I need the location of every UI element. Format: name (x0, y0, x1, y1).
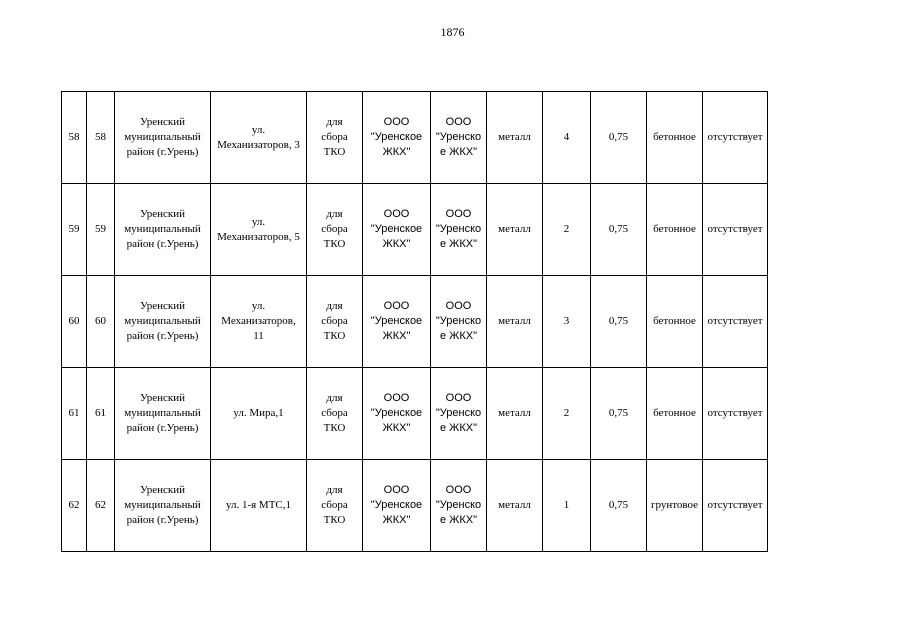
site-number-cell: 58 (87, 92, 115, 184)
owner-line: ООО (383, 208, 410, 220)
container-count-cell: 1 (543, 460, 591, 552)
owner-cell (363, 460, 431, 552)
purpose-line: для (326, 208, 343, 220)
operator-line: е ЖКХ" (440, 514, 477, 526)
district-line: район (г.Урень) (126, 422, 199, 434)
district-cell (115, 92, 211, 184)
operator-line: ООО (445, 116, 472, 128)
purpose-line: ТКО (323, 238, 346, 250)
district-line: Уренский (139, 300, 186, 312)
container-volume-cell: 0,75 (591, 368, 647, 460)
owner-line: ООО (383, 484, 410, 496)
district-cell (115, 368, 211, 460)
operator-cell (431, 184, 487, 276)
operator-line: ООО (445, 208, 472, 220)
fence-cell: отсутствует (703, 184, 768, 276)
purpose-cell (307, 460, 363, 552)
material-cell: металл (487, 460, 543, 552)
district-cell (115, 276, 211, 368)
purpose-cell (307, 184, 363, 276)
fence-cell: отсутствует (703, 368, 768, 460)
site-number-cell: 59 (87, 184, 115, 276)
district-line: Уренский (139, 116, 186, 128)
address-cell (211, 368, 307, 460)
address-cell (211, 276, 307, 368)
district-line: район (г.Урень) (126, 514, 199, 526)
address-cell (211, 460, 307, 552)
row-number-cell: 62 (62, 460, 87, 552)
owner-line: ООО (383, 116, 410, 128)
owner-line: ЖКХ" (382, 238, 411, 250)
purpose-line: сбора (321, 407, 348, 419)
purpose-line: для (326, 116, 343, 128)
surface-type-cell: бетонное (647, 184, 703, 276)
purpose-line: для (326, 484, 343, 496)
operator-cell (431, 276, 487, 368)
owner-line: "Уренское (370, 131, 423, 143)
district-line: муниципальный (124, 499, 201, 511)
operator-line: "Уренско (435, 131, 482, 143)
purpose-line: сбора (321, 131, 348, 143)
district-line: муниципальный (124, 131, 201, 143)
purpose-line: сбора (321, 499, 348, 511)
district-line: Уренский (139, 208, 186, 220)
purpose-line: ТКО (323, 330, 346, 342)
waste-sites-table (61, 91, 768, 552)
container-count-cell: 2 (543, 368, 591, 460)
material-cell: металл (487, 92, 543, 184)
surface-type-cell: бетонное (647, 92, 703, 184)
site-number-cell: 62 (87, 460, 115, 552)
row-number-cell: 61 (62, 368, 87, 460)
owner-line: ООО (383, 300, 410, 312)
operator-line: "Уренско (435, 315, 482, 327)
district-line: Уренский (139, 484, 186, 496)
district-line: район (г.Урень) (126, 330, 199, 342)
address-line: Механизаторов, 3 (217, 138, 300, 151)
operator-line: ООО (445, 392, 472, 404)
table-row (62, 276, 768, 368)
surface-type-cell: бетонное (647, 368, 703, 460)
district-cell (115, 184, 211, 276)
owner-line: "Уренское (370, 499, 423, 511)
table-row (62, 460, 768, 552)
owner-cell (363, 92, 431, 184)
site-number-cell: 61 (87, 368, 115, 460)
fence-cell: отсутствует (703, 460, 768, 552)
purpose-line: сбора (321, 223, 348, 235)
surface-type-cell: грунтовое (647, 460, 703, 552)
table-row (62, 92, 768, 184)
address-line: ул. (251, 300, 266, 312)
table-body (62, 92, 768, 552)
owner-line: ЖКХ" (382, 422, 411, 434)
container-volume-cell: 0,75 (591, 276, 647, 368)
address-line: Механизаторов, (221, 315, 296, 327)
surface-type-cell: бетонное (647, 276, 703, 368)
owner-cell (363, 184, 431, 276)
district-line: муниципальный (124, 315, 201, 327)
operator-line: "Уренско (435, 499, 482, 511)
row-number-cell: 60 (62, 276, 87, 368)
owner-line: ООО (383, 392, 410, 404)
container-volume-cell: 0,75 (591, 460, 647, 552)
table-row (62, 184, 768, 276)
address-line: ул. 1-я МТС,1 (225, 499, 292, 511)
operator-cell (431, 368, 487, 460)
container-count-cell: 2 (543, 184, 591, 276)
material-cell: металл (487, 184, 543, 276)
purpose-line: для (326, 300, 343, 312)
address-cell (211, 92, 307, 184)
district-line: район (г.Урень) (126, 146, 199, 158)
address-line: 11 (253, 330, 264, 342)
owner-cell (363, 368, 431, 460)
owner-line: "Уренское (370, 315, 423, 327)
operator-line: е ЖКХ" (440, 422, 477, 434)
container-volume-cell: 0,75 (591, 92, 647, 184)
district-line: Уренский (139, 392, 186, 404)
purpose-cell (307, 368, 363, 460)
purpose-line: для (326, 392, 343, 404)
fence-cell: отсутствует (703, 276, 768, 368)
operator-line: ООО (445, 484, 472, 496)
container-count-cell: 4 (543, 92, 591, 184)
table-row (62, 368, 768, 460)
purpose-line: ТКО (323, 146, 346, 158)
purpose-line: сбора (321, 315, 348, 327)
site-number-cell: 60 (87, 276, 115, 368)
operator-cell (431, 92, 487, 184)
fence-cell: отсутствует (703, 92, 768, 184)
page-number: 1876 (440, 25, 465, 39)
owner-line: ЖКХ" (382, 146, 411, 158)
material-cell: металл (487, 276, 543, 368)
address-line: ул. Мира,1 (233, 407, 284, 419)
address-line: Механизаторов, 5 (217, 230, 300, 243)
address-line: ул. (251, 215, 266, 228)
purpose-line: ТКО (323, 514, 346, 526)
owner-line: "Уренское (370, 223, 423, 235)
material-cell: металл (487, 368, 543, 460)
operator-line: е ЖКХ" (440, 238, 477, 250)
operator-line: е ЖКХ" (440, 330, 477, 342)
container-count-cell: 3 (543, 276, 591, 368)
owner-line: ЖКХ" (382, 514, 411, 526)
row-number-cell: 59 (62, 184, 87, 276)
operator-cell (431, 460, 487, 552)
district-line: район (г.Урень) (126, 238, 199, 250)
operator-line: "Уренско (435, 407, 482, 419)
purpose-cell (307, 92, 363, 184)
district-line: муниципальный (124, 407, 201, 419)
owner-line: ЖКХ" (382, 330, 411, 342)
district-cell (115, 460, 211, 552)
district-line: муниципальный (124, 223, 201, 235)
address-cell (211, 184, 307, 276)
operator-line: "Уренско (435, 223, 482, 235)
purpose-line: ТКО (323, 422, 346, 434)
owner-cell (363, 276, 431, 368)
owner-line: "Уренское (370, 407, 423, 419)
purpose-cell (307, 276, 363, 368)
row-number-cell: 58 (62, 92, 87, 184)
operator-line: е ЖКХ" (440, 146, 477, 158)
operator-line: ООО (445, 300, 472, 312)
container-volume-cell: 0,75 (591, 184, 647, 276)
address-line: ул. (251, 123, 266, 136)
